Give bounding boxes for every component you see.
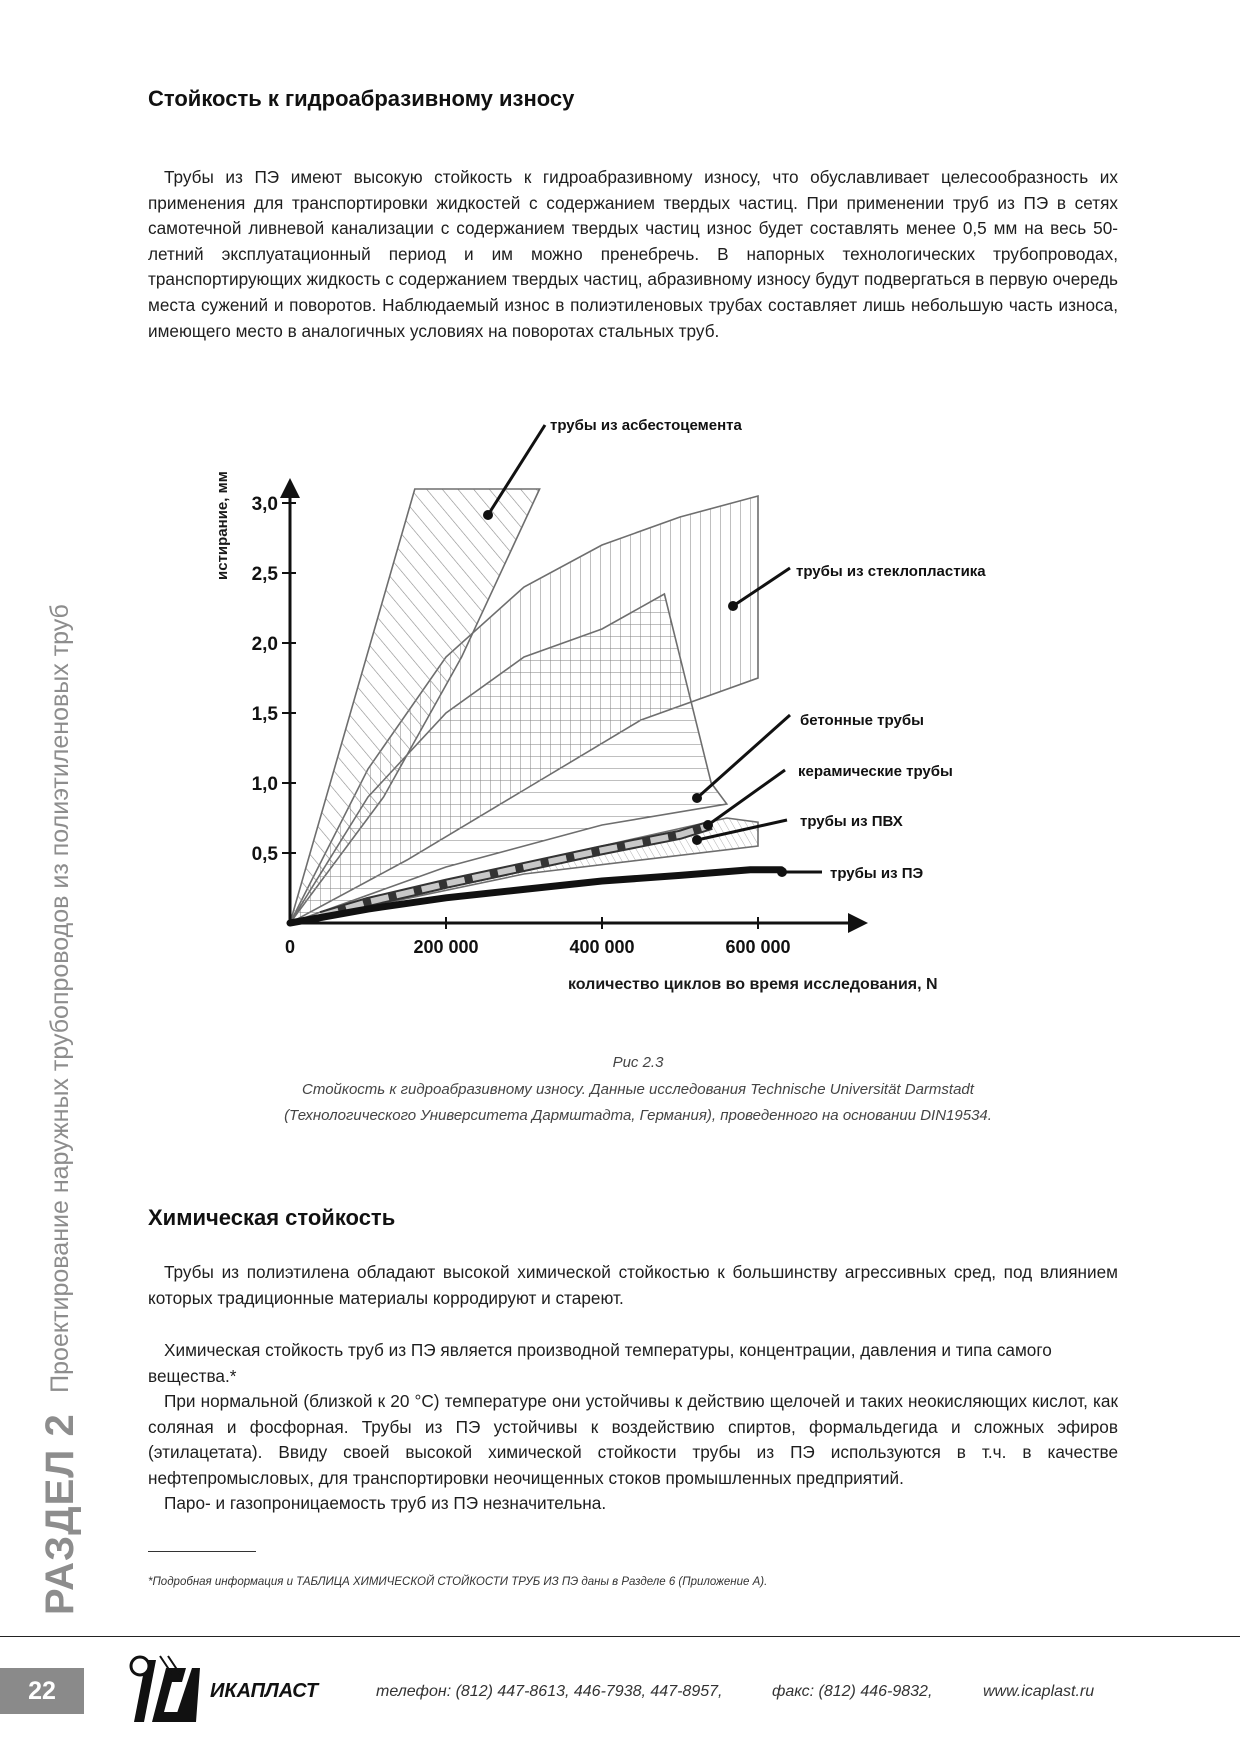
section-title-chemical: Химическая стойкость	[148, 1205, 396, 1230]
series-label: трубы из ПВХ	[800, 813, 903, 830]
figure-caption-line1: Стойкость к гидроабразивному износу. Данные исследования Technische Universität Darmstadt	[302, 1081, 974, 1098]
series-label: трубы из ПЭ	[830, 865, 924, 882]
sidebar-section-label	[38, 315, 82, 1615]
label-leader-dot	[703, 820, 713, 830]
y-tick-label: 1,5	[251, 704, 278, 725]
x-tick-label: 600 000	[725, 937, 791, 957]
y-axis-title: истирание, мм	[214, 471, 231, 580]
abrasion-chart	[200, 400, 1020, 1000]
chemical-paragraph-1: Трубы из полиэтилена обладают высокой химической стойкостью к большинству агрессивных сред, под влиянием которых традиционные материалы корродируют и стареют.	[148, 1262, 1118, 1308]
y-tick-label: 2,5	[251, 564, 278, 585]
section-title-abrasion: Стойкость к гидроабразивному износу	[148, 86, 575, 111]
figure-number: Рис 2.3	[612, 1054, 664, 1071]
icaplast-logo-icon	[112, 1652, 204, 1724]
figure-caption-line2: (Технологического Университета Дармштадта, Германия), проведенного на основании DIN19534.	[284, 1107, 992, 1124]
footer-website[interactable]: www.icaplast.ru	[983, 1683, 1095, 1700]
label-leader-dot	[777, 867, 787, 877]
y-tick-label: 3,0	[251, 494, 278, 515]
x-tick-label: 200 000	[413, 937, 479, 957]
series-label: керамические трубы	[798, 763, 953, 780]
brand-name: ИКАПЛАСТ	[210, 1680, 319, 1702]
chemical-paragraph-2: Химическая стойкость труб из ПЭ является производной температуры, концентрации, давления и типа самого вещества.*	[148, 1340, 1052, 1386]
series-label: трубы из стеклопластика	[796, 563, 986, 580]
x-tick-label: 0	[284, 937, 296, 957]
footer-fax: факс: (812) 446-9832,	[772, 1683, 933, 1700]
series-label: бетонные трубы	[800, 712, 924, 729]
page-number: 22	[0, 1668, 84, 1714]
abrasion-paragraph: Трубы из ПЭ имеют высокую стойкость к гидроабразивному износу, что обуславливает целесообразность их применения для транспортировки жидкостей с содержанием твердых частиц. При применении труб из ПЭ в сетях самотечной ливневой канализации с содержанием твердых частиц износ будет составлять менее 0,5 мм на весь 50-летний эксплуатационный период и им можно пренебречь. В напорных технологических трубопроводах, транспортирующих жидкость с содержанием твердых частиц, абразивному износу будут подвергаться в первую очередь места сужений и поворотов. Наблюдаемый износ в полиэтиленовых трубах составляет лишь небольшую часть износа, имеющего место в аналогичных условиях на поворотах стальных труб.	[148, 167, 1118, 341]
section-subtitle: Проектирование наружных трубопроводов из полиэтиленовых труб	[46, 604, 74, 1393]
label-leader-dot	[692, 835, 702, 845]
footnote-divider	[148, 1551, 256, 1552]
label-leader-line	[697, 715, 790, 798]
footer-divider	[0, 1636, 1240, 1637]
label-leader-dot	[728, 601, 738, 611]
y-axis-arrow	[280, 478, 300, 498]
x-axis-title: количество циклов во время исследования, N	[568, 976, 938, 993]
chemical-paragraph-3: При нормальной (близкой к 20 °С) температуре они устойчивы к действию щелочей и таких неокисляющих кислот, как соляная и фосфорная. Трубы из ПЭ устойчивы к воздействию спиртов, формальдегида и сложных эфиров (этилацетата). Ввиду своей высокой химической стойкости трубы из ПЭ используются в т.ч. в качестве нефтепромысловых, для транспортировки неочищенных стоков промышленных предприятий.	[148, 1391, 1118, 1488]
y-tick-label: 0,5	[251, 844, 278, 865]
footnote: *Подробная информация и ТАБЛИЦА ХИМИЧЕСКОЙ СТОЙКОСТИ ТРУБ ИЗ ПЭ даны в Разделе 6 (Приложение А).	[148, 1576, 768, 1588]
label-leader-dot	[483, 510, 493, 520]
footer-phone: телефон: (812) 447-8613, 446-7938, 447-8957,	[376, 1683, 723, 1700]
series-label: трубы из асбестоцемента	[550, 417, 742, 434]
y-tick-label: 2,0	[251, 634, 278, 655]
section-number: РАЗДЕЛ 2	[38, 1413, 82, 1615]
chemical-paragraph-4: Паро- и газопроницаемость труб из ПЭ незначительна.	[164, 1493, 607, 1513]
y-tick-label: 1,0	[251, 774, 278, 795]
x-axis-arrow	[848, 913, 868, 933]
x-tick-label: 400 000	[569, 937, 635, 957]
label-leader-dot	[692, 793, 702, 803]
